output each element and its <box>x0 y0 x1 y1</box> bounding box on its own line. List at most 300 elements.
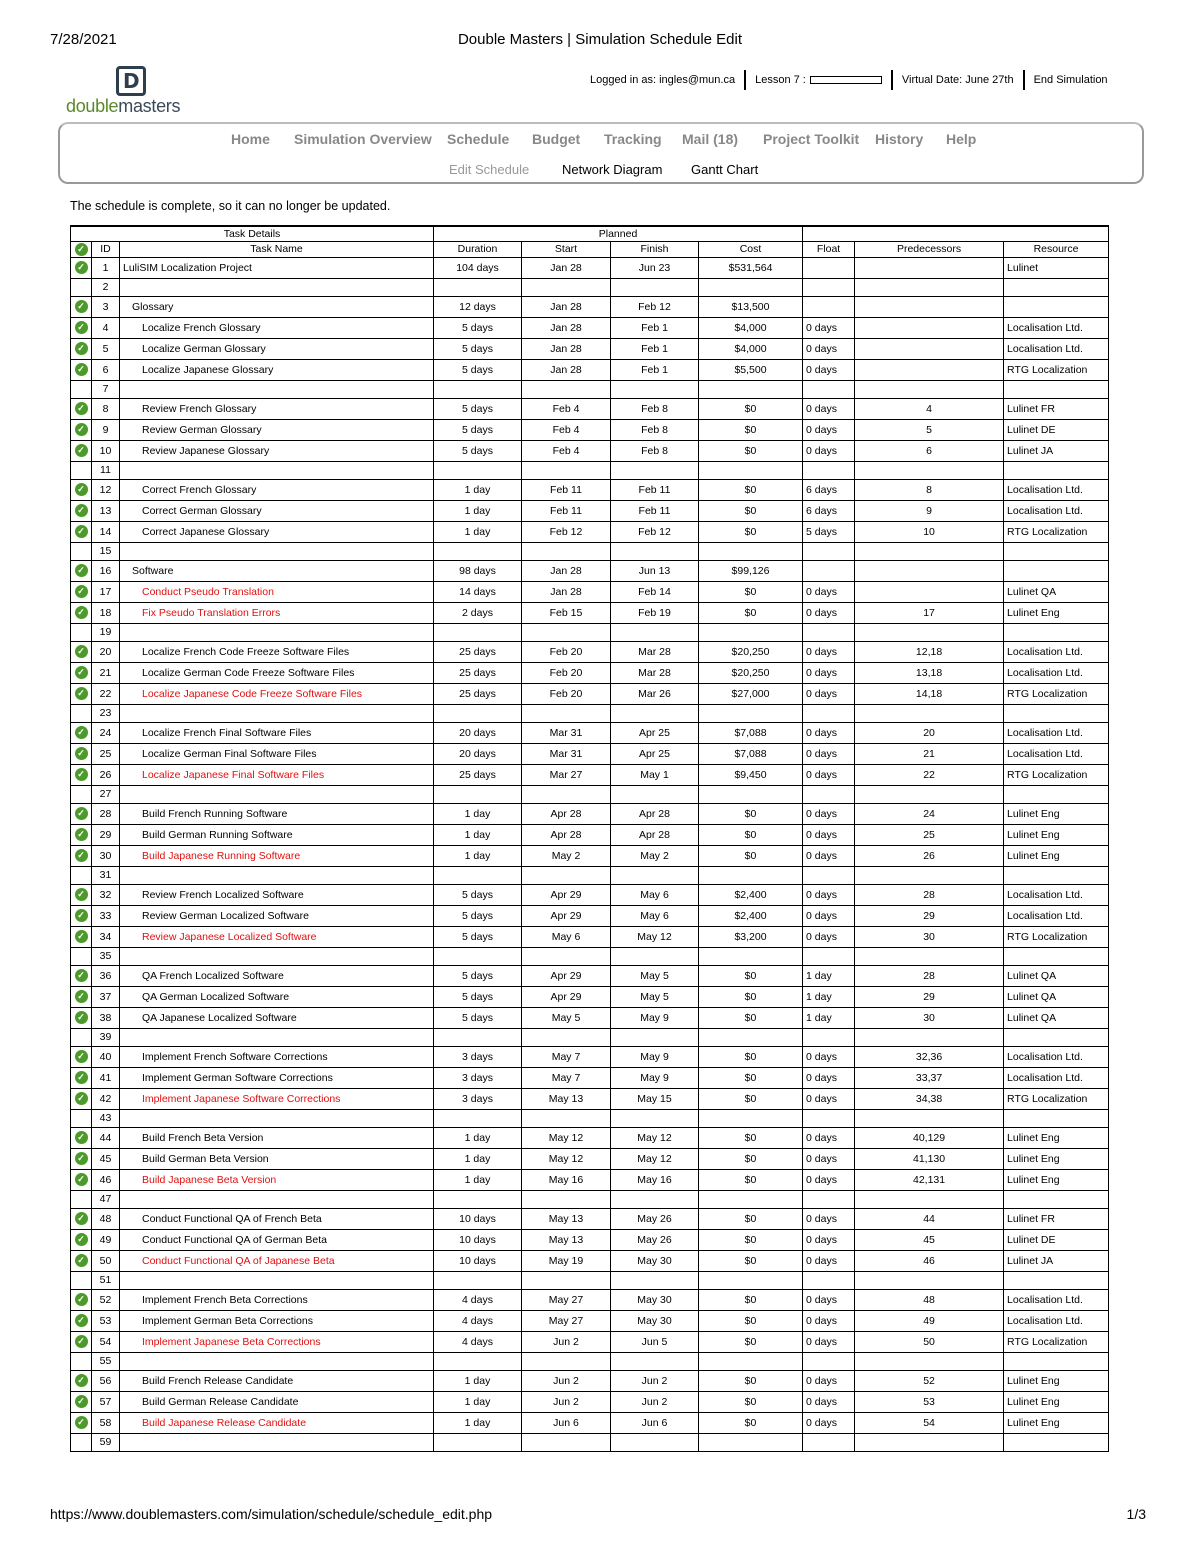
table-row[interactable] <box>71 419 1109 440</box>
table-row[interactable] <box>71 1067 1109 1088</box>
duration-cell <box>434 785 522 803</box>
check-icon: ✓ <box>75 1395 88 1408</box>
resource-cell: Localisation Ltd. <box>1004 338 1109 359</box>
nav-simulation-overview[interactable]: Simulation Overview <box>294 131 432 147</box>
table-row-blank[interactable] <box>71 1433 1109 1451</box>
header-finish: Finish <box>611 241 699 257</box>
print-footer <box>0 1506 1200 1524</box>
table-row[interactable] <box>71 1046 1109 1067</box>
finish-cell <box>611 623 699 641</box>
status-cell <box>71 278 92 296</box>
divider <box>1023 70 1025 90</box>
cost-cell: $99,126 <box>699 560 803 581</box>
resource-cell: Lulinet QA <box>1004 986 1109 1007</box>
duration-cell <box>434 542 522 560</box>
finish-cell: Feb 12 <box>611 296 699 317</box>
status-cell <box>71 662 92 683</box>
resource-cell <box>1004 1028 1109 1046</box>
table-row[interactable] <box>71 257 1109 278</box>
table-row-blank[interactable] <box>71 1028 1109 1046</box>
table-row[interactable] <box>71 1127 1109 1148</box>
finish-cell: Feb 1 <box>611 317 699 338</box>
status-cell <box>71 803 92 824</box>
table-row[interactable] <box>71 683 1109 704</box>
predecessors-cell <box>855 1271 1004 1289</box>
duration-cell: 25 days <box>434 662 522 683</box>
float-cell: 0 days <box>803 1046 855 1067</box>
table-row-blank[interactable] <box>71 623 1109 641</box>
duration-cell: 5 days <box>434 419 522 440</box>
table-row[interactable] <box>71 1007 1109 1028</box>
table-row[interactable] <box>71 1208 1109 1229</box>
task-name-cell <box>120 542 434 560</box>
table-row[interactable] <box>71 965 1109 986</box>
float-cell: 0 days <box>803 845 855 866</box>
start-cell <box>522 1433 611 1451</box>
float-cell: 0 days <box>803 1169 855 1190</box>
resource-cell <box>1004 296 1109 317</box>
resource-cell: Localisation Ltd. <box>1004 1046 1109 1067</box>
task-name-cell: Localize German Final Software Files <box>120 743 434 764</box>
table-row[interactable] <box>71 1148 1109 1169</box>
status-cell <box>71 581 92 602</box>
table-row[interactable] <box>71 500 1109 521</box>
top-info-bar <box>590 70 1108 90</box>
check-icon: ✓ <box>75 930 88 943</box>
predecessors-cell: 33,37 <box>855 1067 1004 1088</box>
duration-cell: 1 day <box>434 1169 522 1190</box>
nav-tracking[interactable]: Tracking <box>604 131 662 147</box>
end-simulation-link[interactable]: End Simulation <box>1033 74 1108 86</box>
status-cell <box>71 1331 92 1352</box>
finish-cell <box>611 866 699 884</box>
finish-cell: May 12 <box>611 1148 699 1169</box>
task-name-cell <box>120 1271 434 1289</box>
resource-cell <box>1004 1109 1109 1127</box>
table-row[interactable] <box>71 1169 1109 1190</box>
start-cell: May 5 <box>522 1007 611 1028</box>
finish-cell <box>611 947 699 965</box>
cost-cell: $27,000 <box>699 683 803 704</box>
check-icon: ✓ <box>75 1011 88 1024</box>
check-icon: ✓ <box>75 687 88 700</box>
schedule-complete-message: The schedule is complete, so it can no longer be updated. <box>70 199 391 213</box>
task-name-cell <box>120 1190 434 1208</box>
check-icon: ✓ <box>75 1092 88 1105</box>
task-name-cell: Implement Japanese Software Corrections <box>120 1088 434 1109</box>
start-cell <box>522 542 611 560</box>
id-cell: 27 <box>92 785 120 803</box>
nav-help[interactable]: Help <box>946 131 977 147</box>
check-icon: ✓ <box>75 1173 88 1186</box>
finish-cell: Jun 6 <box>611 1412 699 1433</box>
finish-cell <box>611 1028 699 1046</box>
check-icon: ✓ <box>75 261 88 274</box>
status-cell <box>71 986 92 1007</box>
table-row[interactable] <box>71 1412 1109 1433</box>
duration-cell <box>434 1190 522 1208</box>
id-cell: 52 <box>92 1289 120 1310</box>
table-row-blank[interactable] <box>71 380 1109 398</box>
cost-cell: $0 <box>699 1127 803 1148</box>
cost-cell: $0 <box>699 1088 803 1109</box>
predecessors-cell <box>855 581 1004 602</box>
float-cell: 0 days <box>803 440 855 461</box>
divider <box>891 70 893 90</box>
predecessors-cell: 5 <box>855 419 1004 440</box>
cost-cell <box>699 785 803 803</box>
table-row[interactable] <box>71 338 1109 359</box>
cost-cell: $0 <box>699 1046 803 1067</box>
table-row[interactable] <box>71 1391 1109 1412</box>
start-cell: Apr 29 <box>522 986 611 1007</box>
table-row-blank[interactable] <box>71 704 1109 722</box>
predecessors-cell: 13,18 <box>855 662 1004 683</box>
virtual-date-label: Virtual Date: June 27th <box>901 74 1014 86</box>
logged-in-label: Logged in as: ingles@mun.ca <box>590 74 736 86</box>
float-cell <box>803 1271 855 1289</box>
float-cell: 1 day <box>803 986 855 1007</box>
status-cell <box>71 965 92 986</box>
start-cell <box>522 947 611 965</box>
table-row[interactable] <box>71 824 1109 845</box>
predecessors-cell: 40,129 <box>855 1127 1004 1148</box>
resource-cell: RTG Localization <box>1004 1331 1109 1352</box>
id-cell: 51 <box>92 1271 120 1289</box>
check-icon: ✓ <box>75 828 88 841</box>
id-cell: 6 <box>92 359 120 380</box>
subnav-network-diagram[interactable]: Network Diagram <box>562 162 663 177</box>
table-body <box>71 257 1109 1451</box>
cost-cell: $3,200 <box>699 926 803 947</box>
check-icon: ✓ <box>75 1293 88 1306</box>
duration-cell: 10 days <box>434 1208 522 1229</box>
cost-cell: $2,400 <box>699 884 803 905</box>
status-cell <box>71 1109 92 1127</box>
float-cell <box>803 560 855 581</box>
float-cell: 1 day <box>803 965 855 986</box>
cost-cell: $9,450 <box>699 764 803 785</box>
predecessors-cell: 12,18 <box>855 641 1004 662</box>
duration-cell: 5 days <box>434 965 522 986</box>
check-icon: ✓ <box>75 1071 88 1084</box>
table-row[interactable] <box>71 521 1109 542</box>
nav-project-toolkit[interactable]: Project Toolkit <box>763 131 860 147</box>
status-cell <box>71 1352 92 1370</box>
resource-cell <box>1004 785 1109 803</box>
table-row-blank[interactable] <box>71 785 1109 803</box>
finish-cell: Mar 28 <box>611 662 699 683</box>
cost-cell: $20,250 <box>699 641 803 662</box>
predecessors-cell: 24 <box>855 803 1004 824</box>
task-name-cell: Localize French Final Software Files <box>120 722 434 743</box>
float-cell: 0 days <box>803 1208 855 1229</box>
predecessors-cell: 25 <box>855 824 1004 845</box>
cost-cell <box>699 1028 803 1046</box>
id-cell: 47 <box>92 1190 120 1208</box>
float-cell: 0 days <box>803 1067 855 1088</box>
duration-cell: 98 days <box>434 560 522 581</box>
table-row[interactable] <box>71 1331 1109 1352</box>
predecessors-cell <box>855 257 1004 278</box>
duration-cell: 5 days <box>434 884 522 905</box>
table-row[interactable] <box>71 317 1109 338</box>
start-cell: May 27 <box>522 1310 611 1331</box>
resource-cell: Lulinet FR <box>1004 1208 1109 1229</box>
cost-cell <box>699 542 803 560</box>
start-cell <box>522 1028 611 1046</box>
start-cell: Mar 31 <box>522 743 611 764</box>
cost-cell: $0 <box>699 1310 803 1331</box>
resource-cell: Lulinet DE <box>1004 1229 1109 1250</box>
resource-cell: Lulinet Eng <box>1004 602 1109 623</box>
table-row[interactable] <box>71 926 1109 947</box>
predecessors-cell <box>855 1109 1004 1127</box>
predecessors-cell: 42,131 <box>855 1169 1004 1190</box>
id-cell: 36 <box>92 965 120 986</box>
table-row[interactable] <box>71 905 1109 926</box>
task-name-cell: Build German Release Candidate <box>120 1391 434 1412</box>
float-cell <box>803 785 855 803</box>
nav-home[interactable]: Home <box>231 131 270 147</box>
resource-cell <box>1004 278 1109 296</box>
resource-cell: RTG Localization <box>1004 521 1109 542</box>
start-cell: Feb 11 <box>522 500 611 521</box>
predecessors-cell: 17 <box>855 602 1004 623</box>
table-header-row <box>71 241 1109 257</box>
table-row[interactable] <box>71 845 1109 866</box>
table-row[interactable] <box>71 479 1109 500</box>
id-cell: 20 <box>92 641 120 662</box>
status-cell <box>71 419 92 440</box>
start-cell <box>522 1190 611 1208</box>
table-row-blank[interactable] <box>71 1109 1109 1127</box>
table-row[interactable] <box>71 560 1109 581</box>
table-row-blank[interactable] <box>71 1352 1109 1370</box>
start-cell: Feb 11 <box>522 479 611 500</box>
nav-mail[interactable]: Mail (18) <box>682 131 739 147</box>
finish-cell: Jun 13 <box>611 560 699 581</box>
table-row-blank[interactable] <box>71 1271 1109 1289</box>
start-cell <box>522 866 611 884</box>
duration-cell: 104 days <box>434 257 522 278</box>
cost-cell: $0 <box>699 500 803 521</box>
float-cell: 0 days <box>803 1412 855 1433</box>
duration-cell: 1 day <box>434 845 522 866</box>
status-cell <box>71 1169 92 1190</box>
header-predecessors: Predecessors <box>855 241 1004 257</box>
id-cell: 42 <box>92 1088 120 1109</box>
start-cell: May 27 <box>522 1289 611 1310</box>
start-cell: Jan 28 <box>522 257 611 278</box>
task-name-cell: Localize Japanese Code Freeze Software Files <box>120 683 434 704</box>
table-row[interactable] <box>71 803 1109 824</box>
table-row[interactable] <box>71 1289 1109 1310</box>
id-cell: 32 <box>92 884 120 905</box>
duration-cell: 3 days <box>434 1088 522 1109</box>
task-name-cell: Localize Japanese Glossary <box>120 359 434 380</box>
id-cell: 45 <box>92 1148 120 1169</box>
status-cell <box>71 1433 92 1451</box>
status-cell <box>71 521 92 542</box>
predecessors-cell <box>855 338 1004 359</box>
task-name-cell: Review Japanese Localized Software <box>120 926 434 947</box>
table-row-blank[interactable] <box>71 542 1109 560</box>
table-row[interactable] <box>71 359 1109 380</box>
duration-cell <box>434 866 522 884</box>
task-name-cell: Build French Release Candidate <box>120 1370 434 1391</box>
cost-cell: $7,088 <box>699 722 803 743</box>
predecessors-cell <box>855 1190 1004 1208</box>
duration-cell: 5 days <box>434 398 522 419</box>
resource-cell: RTG Localization <box>1004 683 1109 704</box>
task-name-cell: QA German Localized Software <box>120 986 434 1007</box>
task-name-cell: Implement French Software Corrections <box>120 1046 434 1067</box>
task-name-cell <box>120 1433 434 1451</box>
resource-cell: Localisation Ltd. <box>1004 662 1109 683</box>
duration-cell <box>434 278 522 296</box>
task-name-cell <box>120 1352 434 1370</box>
table-row[interactable] <box>71 722 1109 743</box>
table-row-blank[interactable] <box>71 278 1109 296</box>
float-cell <box>803 623 855 641</box>
float-cell: 0 days <box>803 905 855 926</box>
cost-cell <box>699 704 803 722</box>
resource-cell: Lulinet Eng <box>1004 803 1109 824</box>
float-cell: 0 days <box>803 641 855 662</box>
table-row[interactable] <box>71 1250 1109 1271</box>
float-cell: 0 days <box>803 1310 855 1331</box>
table-row[interactable] <box>71 986 1109 1007</box>
predecessors-cell: 34,38 <box>855 1088 1004 1109</box>
cost-cell <box>699 1433 803 1451</box>
resource-cell: RTG Localization <box>1004 1088 1109 1109</box>
table-row[interactable] <box>71 1310 1109 1331</box>
status-cell <box>71 542 92 560</box>
finish-cell: Feb 12 <box>611 521 699 542</box>
predecessors-cell: 28 <box>855 965 1004 986</box>
task-name-cell: Build Japanese Release Candidate <box>120 1412 434 1433</box>
resource-cell: Localisation Ltd. <box>1004 479 1109 500</box>
resource-cell: RTG Localization <box>1004 926 1109 947</box>
table-row[interactable] <box>71 1229 1109 1250</box>
float-cell: 0 days <box>803 581 855 602</box>
nav-schedule[interactable]: Schedule <box>447 131 510 147</box>
predecessors-cell <box>855 623 1004 641</box>
finish-cell: Feb 11 <box>611 500 699 521</box>
table-row[interactable] <box>71 581 1109 602</box>
finish-cell <box>611 1190 699 1208</box>
table-row[interactable] <box>71 602 1109 623</box>
float-cell <box>803 257 855 278</box>
id-cell: 41 <box>92 1067 120 1088</box>
nav-budget[interactable]: Budget <box>532 131 581 147</box>
nav-history[interactable]: History <box>875 131 924 147</box>
status-cell <box>71 926 92 947</box>
start-cell: Jun 2 <box>522 1331 611 1352</box>
cost-cell: $0 <box>699 986 803 1007</box>
predecessors-cell: 28 <box>855 884 1004 905</box>
task-name-cell: Implement German Beta Corrections <box>120 1310 434 1331</box>
predecessors-cell: 54 <box>855 1412 1004 1433</box>
subnav-edit-schedule[interactable]: Edit Schedule <box>449 162 530 177</box>
check-icon: ✓ <box>75 666 88 679</box>
status-cell <box>71 1127 92 1148</box>
duration-cell: 25 days <box>434 683 522 704</box>
table-row-blank[interactable] <box>71 947 1109 965</box>
task-name-cell: Correct French Glossary <box>120 479 434 500</box>
float-cell <box>803 296 855 317</box>
table-row[interactable] <box>71 1088 1109 1109</box>
print-url: https://www.doublemasters.com/simulation/schedule/schedule_edit.php <box>50 1506 493 1522</box>
cost-cell: $0 <box>699 803 803 824</box>
predecessors-cell: 48 <box>855 1289 1004 1310</box>
start-cell: May 13 <box>522 1088 611 1109</box>
predecessors-cell: 46 <box>855 1250 1004 1271</box>
task-name-cell: Review German Localized Software <box>120 905 434 926</box>
table-row-blank[interactable] <box>71 866 1109 884</box>
table-row[interactable] <box>71 440 1109 461</box>
table-row[interactable] <box>71 662 1109 683</box>
float-cell: 0 days <box>803 1229 855 1250</box>
finish-cell: May 9 <box>611 1067 699 1088</box>
start-cell <box>522 1352 611 1370</box>
check-icon: ✓ <box>75 606 88 619</box>
float-cell: 0 days <box>803 317 855 338</box>
table-row-blank[interactable] <box>71 461 1109 479</box>
float-cell: 5 days <box>803 521 855 542</box>
id-cell: 17 <box>92 581 120 602</box>
task-name-cell: Correct German Glossary <box>120 500 434 521</box>
status-cell <box>71 500 92 521</box>
resource-cell <box>1004 623 1109 641</box>
float-cell <box>803 947 855 965</box>
table-row[interactable] <box>71 641 1109 662</box>
start-cell: May 13 <box>522 1229 611 1250</box>
subnav-gantt-chart[interactable]: Gantt Chart <box>691 162 759 177</box>
doublemasters-logo[interactable] <box>66 66 206 118</box>
start-cell <box>522 461 611 479</box>
table-row[interactable] <box>71 296 1109 317</box>
status-cell <box>71 1028 92 1046</box>
start-cell: Mar 27 <box>522 764 611 785</box>
check-icon: ✓ <box>75 990 88 1003</box>
task-name-cell: Review Japanese Glossary <box>120 440 434 461</box>
cost-cell <box>699 1271 803 1289</box>
float-cell <box>803 704 855 722</box>
table-row[interactable] <box>71 884 1109 905</box>
resource-cell <box>1004 461 1109 479</box>
predecessors-cell <box>855 947 1004 965</box>
resource-cell: Lulinet Eng <box>1004 845 1109 866</box>
check-icon: ✓ <box>75 969 88 982</box>
table-row-blank[interactable] <box>71 1190 1109 1208</box>
finish-cell <box>611 1271 699 1289</box>
duration-cell: 2 days <box>434 602 522 623</box>
finish-cell: May 15 <box>611 1088 699 1109</box>
resource-cell: Lulinet Eng <box>1004 1412 1109 1433</box>
table-row[interactable] <box>71 743 1109 764</box>
table-row[interactable] <box>71 764 1109 785</box>
id-cell: 37 <box>92 986 120 1007</box>
table-row[interactable] <box>71 398 1109 419</box>
id-cell: 2 <box>92 278 120 296</box>
finish-cell: May 30 <box>611 1289 699 1310</box>
finish-cell: Mar 26 <box>611 683 699 704</box>
status-cell <box>71 1190 92 1208</box>
table-row[interactable] <box>71 1370 1109 1391</box>
start-cell: Feb 20 <box>522 683 611 704</box>
